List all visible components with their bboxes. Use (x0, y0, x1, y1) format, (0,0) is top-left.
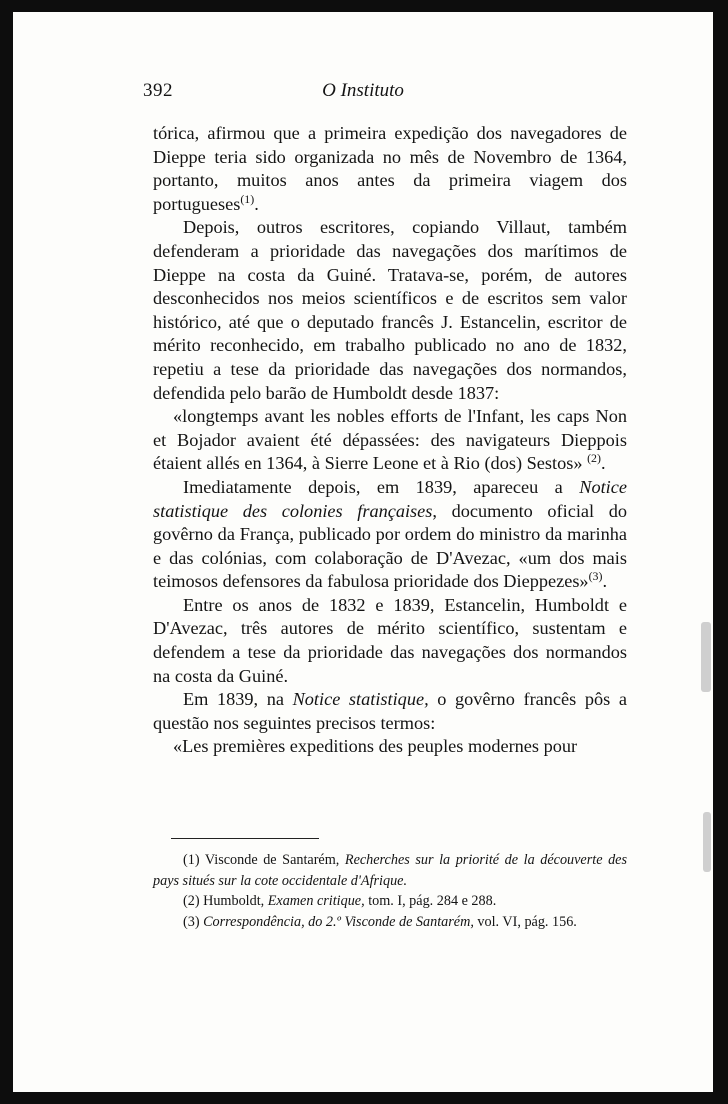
footnote-ref-3: (3) (588, 569, 603, 584)
running-header (13, 80, 713, 104)
quote-2: «Les premières expeditions des peuples modernes pour (173, 736, 578, 757)
footnote-1: (1) Visconde de Santarém, Recherches sur la priorité de la découverte des pays situés sur la cote occidentale d'Afrique. (153, 852, 627, 889)
footnote-2: (2) Humboldt, Examen critique, tom. I, pág. 284 e 288. (183, 893, 497, 909)
page-edge-shadow (703, 812, 711, 872)
work-title-notice-short: Notice statistique, (292, 689, 429, 710)
paragraph-4: Entre os anos de 1832 e 1839, Estancelin, Humboldt e D'Avezac, três autores de mérito scientífico, sustentam e defendem a tese da prioridade das navegações dos normandos na costa da Guiné. (153, 594, 627, 686)
footnotes (153, 850, 627, 932)
footnote-divider (171, 838, 319, 839)
paragraph-1: tórica, afirmou que a primeira expedição dos navegadores de Dieppe teria sido organizada no mês de Novembro de 1364, portanto, muitos anos antes da primeira viagem dos portugueses$^{(1)}$. (153, 123, 627, 214)
work-title-notice: Notice statistique des colonies françaises (153, 476, 627, 521)
paragraph-2: Depois, outros escritores, copiando Villaut, também defenderam a prioridade das navegações dos marítimos de Dieppe na costa da Guiné. Tratava-se, porém, de autores desconhecidos nos meios scientíficos e de escritos sem valor histórico, até que o deputado francês J. Estancelin, escritor de mérito reconhecido, em trabalho publicado no ano de 1832, repetiu a tese da prioridade das navegações dos normandos, defendida pelo barão de Humboldt desde 1837: (153, 217, 627, 403)
running-title: O Instituto (322, 80, 404, 101)
book-page (13, 12, 713, 1092)
body-text (153, 122, 627, 759)
footnote-ref-1: (1) (240, 191, 255, 206)
paragraph-5: Em 1839, na Notice statistique, o govêrno francês pôs a questão nos seguintes precisos termos: (153, 689, 627, 733)
page-edge-shadow (701, 622, 711, 692)
page-number: 392 (143, 80, 173, 101)
footnote-ref-2: (2) (587, 451, 601, 466)
paragraph-3: Imediatamente depois, em 1839, apareceu a Notice statistique des colonies françaises, documento oficial do govêrno da França, publicado por ordem do ministro da marinha e das colónias, com colaboração de D'Avezac, «um dos mais teimosos defensores da fabulosa prioridade dos Dieppezes»$^{(3)}$. (153, 476, 627, 592)
quote-1: «longtemps avant les nobles efforts de l'Infant, les caps Non et Bojador avaient été dépassées: des navigateurs Dieppois étaient allés en 1364, à Sierre Leone et à Rio (dos) Sestos» $^{(2)}$. (153, 406, 627, 474)
footnote-3: (3) Correspondência, do 2.º Visconde de Santarém, vol. VI, pág. 156. (183, 913, 577, 930)
